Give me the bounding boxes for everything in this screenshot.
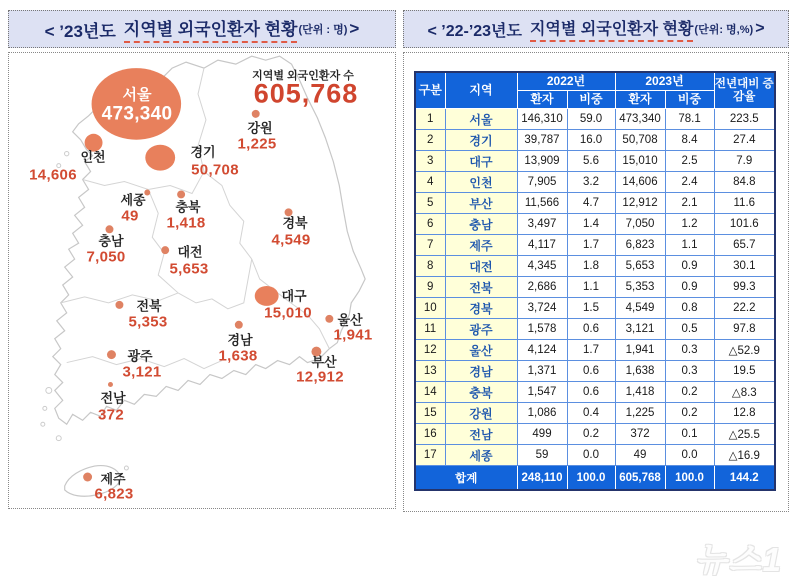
value-cell: 16.0 <box>567 130 615 151</box>
table-row <box>415 172 775 193</box>
title-main: 지역별 외국인환자 현황 <box>530 16 693 42</box>
value-cell: 1,578 <box>517 319 567 340</box>
table-row <box>415 193 775 214</box>
value-cell: 1.4 <box>567 214 615 235</box>
value-cell: 4,117 <box>517 235 567 256</box>
map-value-gyeongnam: 1,638 <box>218 347 258 365</box>
table-row <box>415 382 775 403</box>
table-row <box>415 277 775 298</box>
region-cell: 인천 <box>445 172 517 193</box>
title-lead: < ’23년도 <box>44 21 116 41</box>
value-cell: 13,909 <box>517 151 567 172</box>
total-2022-patients: 248,110 <box>517 466 567 491</box>
col-region: 지역 <box>445 72 517 109</box>
region-cell: 경북 <box>445 298 517 319</box>
rank-cell: 10 <box>415 298 445 319</box>
rank-cell: 1 <box>415 109 445 130</box>
value-cell: 0.3 <box>665 361 714 382</box>
value-cell: 0.6 <box>567 319 615 340</box>
table-row <box>415 424 775 445</box>
region-cell: 경남 <box>445 361 517 382</box>
rank-cell: 8 <box>415 256 445 277</box>
value-cell: 0.2 <box>567 424 615 445</box>
map-label-busan: 부산 <box>311 354 337 370</box>
title-unit: (단위 : 명) <box>298 24 348 36</box>
value-cell: 0.3 <box>665 340 714 361</box>
map-value-daegu: 15,010 <box>264 304 312 322</box>
value-cell: 4,345 <box>517 256 567 277</box>
col-change: 전년대비 증감율 <box>714 72 775 109</box>
map-value-busan: 12,912 <box>296 368 344 386</box>
value-cell: 1.7 <box>567 340 615 361</box>
value-cell: 0.0 <box>665 445 714 466</box>
value-cell: △8.3 <box>714 382 775 403</box>
value-cell: 3.2 <box>567 172 615 193</box>
rank-cell: 7 <box>415 235 445 256</box>
map-value-jeju: 6,823 <box>94 485 134 503</box>
value-cell: 0.8 <box>665 298 714 319</box>
map-label-jeonbuk: 전북 <box>136 298 162 314</box>
region-cell: 세종 <box>445 445 517 466</box>
sub-col-share-2023: 비중 <box>665 91 714 109</box>
total-change: 144.2 <box>714 466 775 491</box>
value-cell: 1.8 <box>567 256 615 277</box>
region-cell: 강원 <box>445 403 517 424</box>
region-bubble-gyeonggi <box>145 145 175 171</box>
title-close: > <box>755 20 765 37</box>
table-row <box>415 256 775 277</box>
value-cell: 1.5 <box>567 298 615 319</box>
value-cell: 27.4 <box>714 130 775 151</box>
value-cell: 5,353 <box>615 277 665 298</box>
value-cell: 3,724 <box>517 298 567 319</box>
rank-cell: 2 <box>415 130 445 151</box>
value-cell: 19.5 <box>714 361 775 382</box>
value-cell: 4.7 <box>567 193 615 214</box>
map-value-incheon: 14,606 <box>29 166 77 184</box>
table-row <box>415 445 775 466</box>
value-cell: 5,653 <box>615 256 665 277</box>
value-cell: 1,371 <box>517 361 567 382</box>
map-label-gyeonggi: 경기 <box>190 144 216 160</box>
value-cell: 0.9 <box>665 277 714 298</box>
value-cell: 2.4 <box>665 172 714 193</box>
region-cell: 전남 <box>445 424 517 445</box>
region-cell: 경기 <box>445 130 517 151</box>
sub-col-patients-2023: 환자 <box>615 91 665 109</box>
value-cell: 2.5 <box>665 151 714 172</box>
rank-cell: 14 <box>415 382 445 403</box>
value-cell: 1.1 <box>665 235 714 256</box>
value-cell: △52.9 <box>714 340 775 361</box>
region-cell: 부산 <box>445 193 517 214</box>
value-cell: 12,912 <box>615 193 665 214</box>
table-footer <box>415 466 775 491</box>
map-label-ulsan: 울산 <box>337 312 363 328</box>
value-cell: 11.6 <box>714 193 775 214</box>
table-header <box>415 72 775 109</box>
value-cell: 0.6 <box>567 361 615 382</box>
map-value-gwangju: 3,121 <box>122 363 162 381</box>
map-value-chungnam: 7,050 <box>86 248 126 266</box>
table-row <box>415 109 775 130</box>
left-panel <box>8 10 396 510</box>
col-rank: 구분 <box>415 72 445 109</box>
map-label-jeju: 제주 <box>100 471 126 487</box>
value-cell: 7.9 <box>714 151 775 172</box>
rank-cell: 3 <box>415 151 445 172</box>
map-label-sejong: 세종 <box>120 192 146 208</box>
value-cell: 12.8 <box>714 403 775 424</box>
value-cell: 4,549 <box>615 298 665 319</box>
table-row <box>415 151 775 172</box>
map-label-chungnam: 충남 <box>98 233 124 249</box>
region-cell: 서울 <box>445 109 517 130</box>
value-cell: 4,124 <box>517 340 567 361</box>
region-cell: 대구 <box>445 151 517 172</box>
left-panel-title <box>8 10 396 48</box>
value-cell: 223.5 <box>714 109 775 130</box>
value-cell: 1,086 <box>517 403 567 424</box>
value-cell: 1.2 <box>665 214 714 235</box>
value-cell: 473,340 <box>615 109 665 130</box>
map-value-gangwon: 1,225 <box>237 135 277 153</box>
map-value-jeonnam: 372 <box>98 406 124 424</box>
map-value-seoul: 473,340 <box>101 103 173 125</box>
value-cell: 22.2 <box>714 298 775 319</box>
rank-cell: 4 <box>415 172 445 193</box>
map-value-gyeonggi: 50,708 <box>191 161 239 179</box>
rank-cell: 12 <box>415 340 445 361</box>
table-row <box>415 361 775 382</box>
total-row <box>415 466 775 491</box>
value-cell: 0.6 <box>567 382 615 403</box>
value-cell: 78.1 <box>665 109 714 130</box>
value-cell: 7,050 <box>615 214 665 235</box>
map-label-gyeongbuk: 경북 <box>282 215 308 231</box>
total-2022-share: 100.0 <box>567 466 615 491</box>
table-row <box>415 403 775 424</box>
map-label-daejeon: 대전 <box>177 244 203 260</box>
map-label-chungbuk: 충북 <box>175 199 201 215</box>
value-cell: 2,686 <box>517 277 567 298</box>
value-cell: 7,905 <box>517 172 567 193</box>
right-panel <box>403 10 789 512</box>
rank-cell: 13 <box>415 361 445 382</box>
value-cell: 49 <box>615 445 665 466</box>
value-cell: 372 <box>615 424 665 445</box>
value-cell: 1,547 <box>517 382 567 403</box>
korea-map <box>9 53 395 508</box>
table-row <box>415 214 775 235</box>
rank-cell: 16 <box>415 424 445 445</box>
region-cell: 전북 <box>445 277 517 298</box>
col-2022: 2022년 <box>517 72 615 91</box>
rank-cell: 6 <box>415 214 445 235</box>
value-cell: 14,606 <box>615 172 665 193</box>
jeju-islet <box>124 466 128 470</box>
value-cell: △25.5 <box>714 424 775 445</box>
value-cell: 99.3 <box>714 277 775 298</box>
value-cell: 3,121 <box>615 319 665 340</box>
rank-cell: 15 <box>415 403 445 424</box>
value-cell: 499 <box>517 424 567 445</box>
table-body <box>415 109 775 466</box>
value-cell: 15,010 <box>615 151 665 172</box>
table-area <box>403 52 789 512</box>
total-2023-share: 100.0 <box>665 466 714 491</box>
value-cell: 2.1 <box>665 193 714 214</box>
total-2023-patients: 605,768 <box>615 466 665 491</box>
value-cell: 30.1 <box>714 256 775 277</box>
value-cell: 1,941 <box>615 340 665 361</box>
map-value-jeonbuk: 5,353 <box>128 313 168 331</box>
map-value-daejeon: 5,653 <box>169 260 209 278</box>
total-label: 합계 <box>415 466 517 491</box>
region-cell: 광주 <box>445 319 517 340</box>
region-cell: 제주 <box>445 235 517 256</box>
map-label-jeonnam: 전남 <box>100 390 126 406</box>
title-lead: < ’22-’23년도 <box>427 22 522 40</box>
value-cell: 0.0 <box>567 445 615 466</box>
region-cell: 대전 <box>445 256 517 277</box>
map-area <box>8 52 396 509</box>
col-2023: 2023년 <box>615 72 714 91</box>
value-cell: 1.7 <box>567 235 615 256</box>
value-cell: 0.2 <box>665 382 714 403</box>
map-label-daegu: 대구 <box>281 288 307 304</box>
sub-col-patients-2022: 환자 <box>517 91 567 109</box>
news1-watermark: 뉴스1 <box>694 541 783 578</box>
value-cell: 0.1 <box>665 424 714 445</box>
value-cell: 59 <box>517 445 567 466</box>
rank-cell: 9 <box>415 277 445 298</box>
rank-cell: 17 <box>415 445 445 466</box>
value-cell: 59.0 <box>567 109 615 130</box>
value-cell: 0.5 <box>665 319 714 340</box>
value-cell: 5.6 <box>567 151 615 172</box>
rank-cell: 11 <box>415 319 445 340</box>
table-row <box>415 298 775 319</box>
patients-table <box>414 71 776 491</box>
value-cell: 1.1 <box>567 277 615 298</box>
right-panel-title <box>403 10 789 48</box>
map-value-ulsan: 1,941 <box>333 326 373 344</box>
title-unit: (단위: 명,%) <box>694 24 754 36</box>
value-cell: 8.4 <box>665 130 714 151</box>
value-cell: 0.4 <box>567 403 615 424</box>
region-cell: 충북 <box>445 382 517 403</box>
sub-col-share-2022: 비중 <box>567 91 615 109</box>
map-label-incheon: 인천 <box>80 149 106 165</box>
table-row <box>415 235 775 256</box>
map-label-gangwon: 강원 <box>247 120 273 136</box>
value-cell: 6,823 <box>615 235 665 256</box>
title-main: 지역별 외국인환자 현황 <box>124 15 298 43</box>
map-label-gwangju: 광주 <box>127 348 153 364</box>
map-total-value: 605,768 <box>253 78 359 109</box>
value-cell: 1,638 <box>615 361 665 382</box>
rank-cell: 5 <box>415 193 445 214</box>
value-cell: 3,497 <box>517 214 567 235</box>
map-label-seoul: 서울 <box>122 86 152 104</box>
value-cell: 97.8 <box>714 319 775 340</box>
map-label-gyeongnam: 경남 <box>227 332 253 348</box>
map-value-gyeongbuk: 4,549 <box>271 231 311 249</box>
map-header-label: 지역별 외국인환자 수 <box>252 70 354 82</box>
table-row <box>415 319 775 340</box>
value-cell: △16.9 <box>714 445 775 466</box>
value-cell: 0.2 <box>665 403 714 424</box>
value-cell: 1,418 <box>615 382 665 403</box>
title-close: > <box>349 19 360 38</box>
table-row <box>415 130 775 151</box>
region-cell: 울산 <box>445 340 517 361</box>
map-value-chungbuk: 1,418 <box>166 214 206 232</box>
value-cell: 0.9 <box>665 256 714 277</box>
map-value-sejong: 49 <box>121 207 139 225</box>
table-row <box>415 340 775 361</box>
value-cell: 101.6 <box>714 214 775 235</box>
region-bubble-daegu <box>255 286 279 306</box>
value-cell: 39,787 <box>517 130 567 151</box>
value-cell: 84.8 <box>714 172 775 193</box>
value-cell: 146,310 <box>517 109 567 130</box>
value-cell: 50,708 <box>615 130 665 151</box>
region-cell: 충남 <box>445 214 517 235</box>
value-cell: 1,225 <box>615 403 665 424</box>
value-cell: 65.7 <box>714 235 775 256</box>
value-cell: 11,566 <box>517 193 567 214</box>
